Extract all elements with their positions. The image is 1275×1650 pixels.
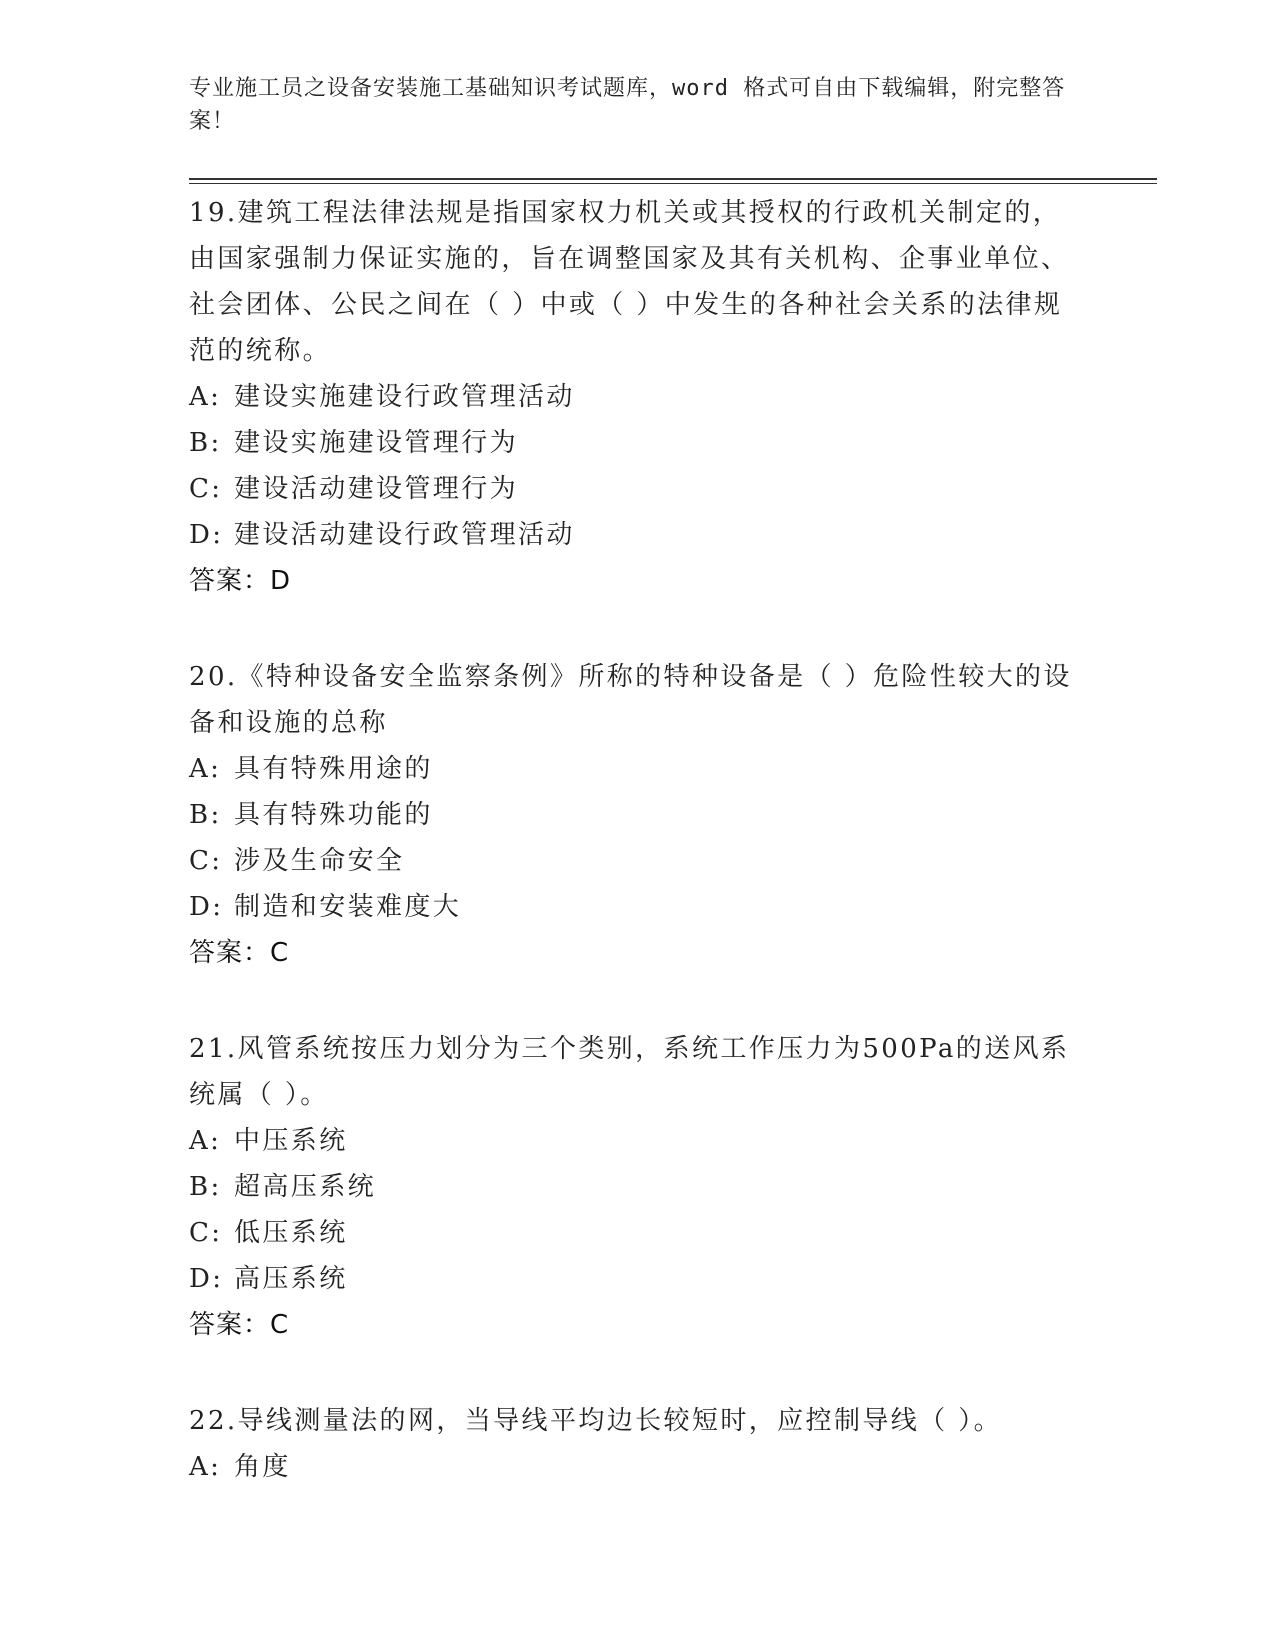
header-divider-thin [189,183,1157,184]
question-list [189,190,1089,1540]
option-text: 超高压系统 [234,1172,377,1202]
option-letter: A: [189,754,222,784]
option-text: 具有特殊用途的 [234,754,433,784]
question-text: 20.《特种设备安全监察条例》所称的特种设备是（ ）危险性较大的设备和设施的总称 [189,662,1072,738]
option-letter: A: [189,1126,222,1156]
option-d [189,1256,1089,1302]
option-b [189,1164,1089,1210]
document-header: 专业施工员之设备安装施工基础知识考试题库，word 格式可自由下载编辑，附完整答案！ [189,76,1066,134]
option-b [189,792,1089,838]
answer-line: 答案：C [189,1310,290,1340]
option-text: 涉及生命安全 [234,846,405,876]
question-text: 22.导线测量法的网，当导线平均边长较短时，应控制导线（ ）。 [189,1406,1003,1436]
question-20 [189,654,1089,976]
option-b [189,420,1089,466]
option-letter: D: [189,1264,224,1294]
option-d [189,512,1089,558]
answer-line: 答案：C [189,938,290,968]
option-d [189,884,1089,930]
option-text: 建设实施建设行政管理活动 [234,382,575,412]
option-text: 建设活动建设行政管理活动 [234,520,575,550]
option-letter: B: [189,428,222,458]
option-a [189,1118,1089,1164]
option-letter: C: [189,1218,223,1248]
question-text: 21.风管系统按压力划分为三个类别，系统工作压力为500Pa的送风系统属（ ）。 [189,1034,1070,1110]
option-text: 建设实施建设管理行为 [234,428,519,458]
option-a [189,1444,1089,1490]
option-a [189,374,1089,420]
option-letter: A: [189,1452,222,1482]
option-text: 低压系统 [234,1218,348,1248]
option-letter: C: [189,846,223,876]
option-c [189,838,1089,884]
option-text: 角度 [234,1452,291,1482]
option-a [189,746,1089,792]
question-22 [189,1398,1089,1490]
option-text: 建设活动建设管理行为 [234,474,519,504]
option-letter: C: [189,474,223,504]
question-text: 19.建筑工程法律法规是指国家权力机关或其授权的行政机关制定的，由国家强制力保证实施的，旨在调整国家及其有关机构、企事业单位、社会团体、公民之间在（ ）中或（ ）中发生的各种社会关系的法律规范的统称。 [189,198,1070,366]
option-letter: D: [189,520,224,550]
header-divider-thick [189,178,1157,180]
option-letter: D: [189,892,224,922]
option-text: 高压系统 [234,1264,348,1294]
option-letter: B: [189,800,222,830]
option-letter: B: [189,1172,222,1202]
answer-line: 答案：D [189,566,292,596]
question-19 [189,190,1089,604]
question-21 [189,1026,1089,1348]
option-text: 中压系统 [234,1126,348,1156]
option-letter: A: [189,382,222,412]
option-text: 具有特殊功能的 [234,800,433,830]
option-c [189,466,1089,512]
option-text: 制造和安装难度大 [234,892,462,922]
option-c [189,1210,1089,1256]
